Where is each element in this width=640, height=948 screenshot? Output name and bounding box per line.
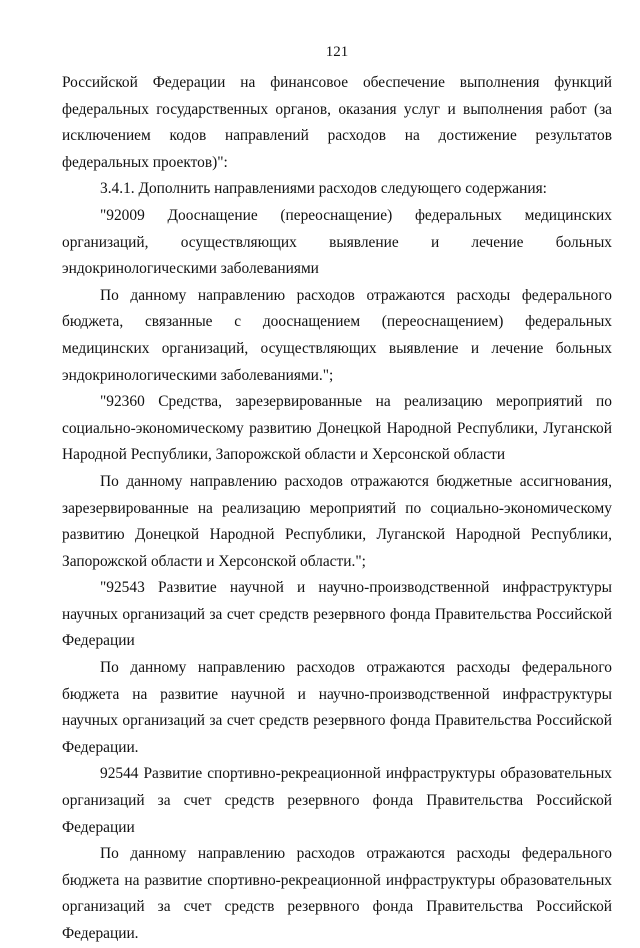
paragraph: По данному направлению расходов отражаются бюджетные ассигнования, зарезервированные на реализацию мероприятий по социально-экономическому развитию Донецкой Народной Республики, Луганской Народной Республики, Запорожской области и Херсонской области.";: [62, 472, 612, 570]
paragraph: "92009 Дооснащение (переоснащение) федеральных медицинских организаций, осуществляющих выявление и лечение больных эндокринологическими заболеваниями: [62, 206, 612, 278]
paragraph: По данному направлению расходов отражаются расходы федерального бюджета на развитие спортивно-рекреационной инфраструктуры образовательных организаций за счет средств резервного фонда Правительства Российской Федерации.: [62, 845, 612, 942]
paragraph: Российской Федерации на финансовое обеспечение выполнения функций федеральных государственных органов, оказания услуг и выполнения работ (за исключением кодов направлений расходов на достижение результатов федеральных проектов)":: [62, 74, 612, 171]
document-body: [62, 70, 612, 948]
paragraph: 92544 Развитие спортивно-рекреационной инфраструктуры образовательных организаций за счет средств резервного фонда Правительства Российской Федерации: [62, 765, 612, 836]
paragraph: "92360 Средства, зарезервированные на реализацию мероприятий по социально-экономическому развитию Донецкой Народной Республики, Луганской Народной Республики, Запорожской области и Херсонской области: [62, 393, 612, 464]
paragraph: По данному направлению расходов отражаются расходы федерального бюджета на развитие научной и научно-производственной инфраструктуры научных организаций за счет средств резервного фонда Правительства Российской Федерации.: [62, 659, 612, 756]
paragraph: "92543 Развитие научной и научно-производственной инфраструктуры научных организаций за счет средств резервного фонда Правительства Российской Федерации: [62, 579, 612, 650]
page-number: 121: [325, 44, 349, 60]
paragraph: 3.4.1. Дополнить направлениями расходов следующего содержания:: [100, 180, 547, 198]
paragraph: По данному направлению расходов отражаются расходы федерального бюджета, связанные с дооснащением (переоснащением) федеральных медицинских организаций, осуществляющих выявление и лечение больных эндокринологическими заболеваниями.";: [62, 286, 612, 384]
document-page: [62, 0, 612, 942]
